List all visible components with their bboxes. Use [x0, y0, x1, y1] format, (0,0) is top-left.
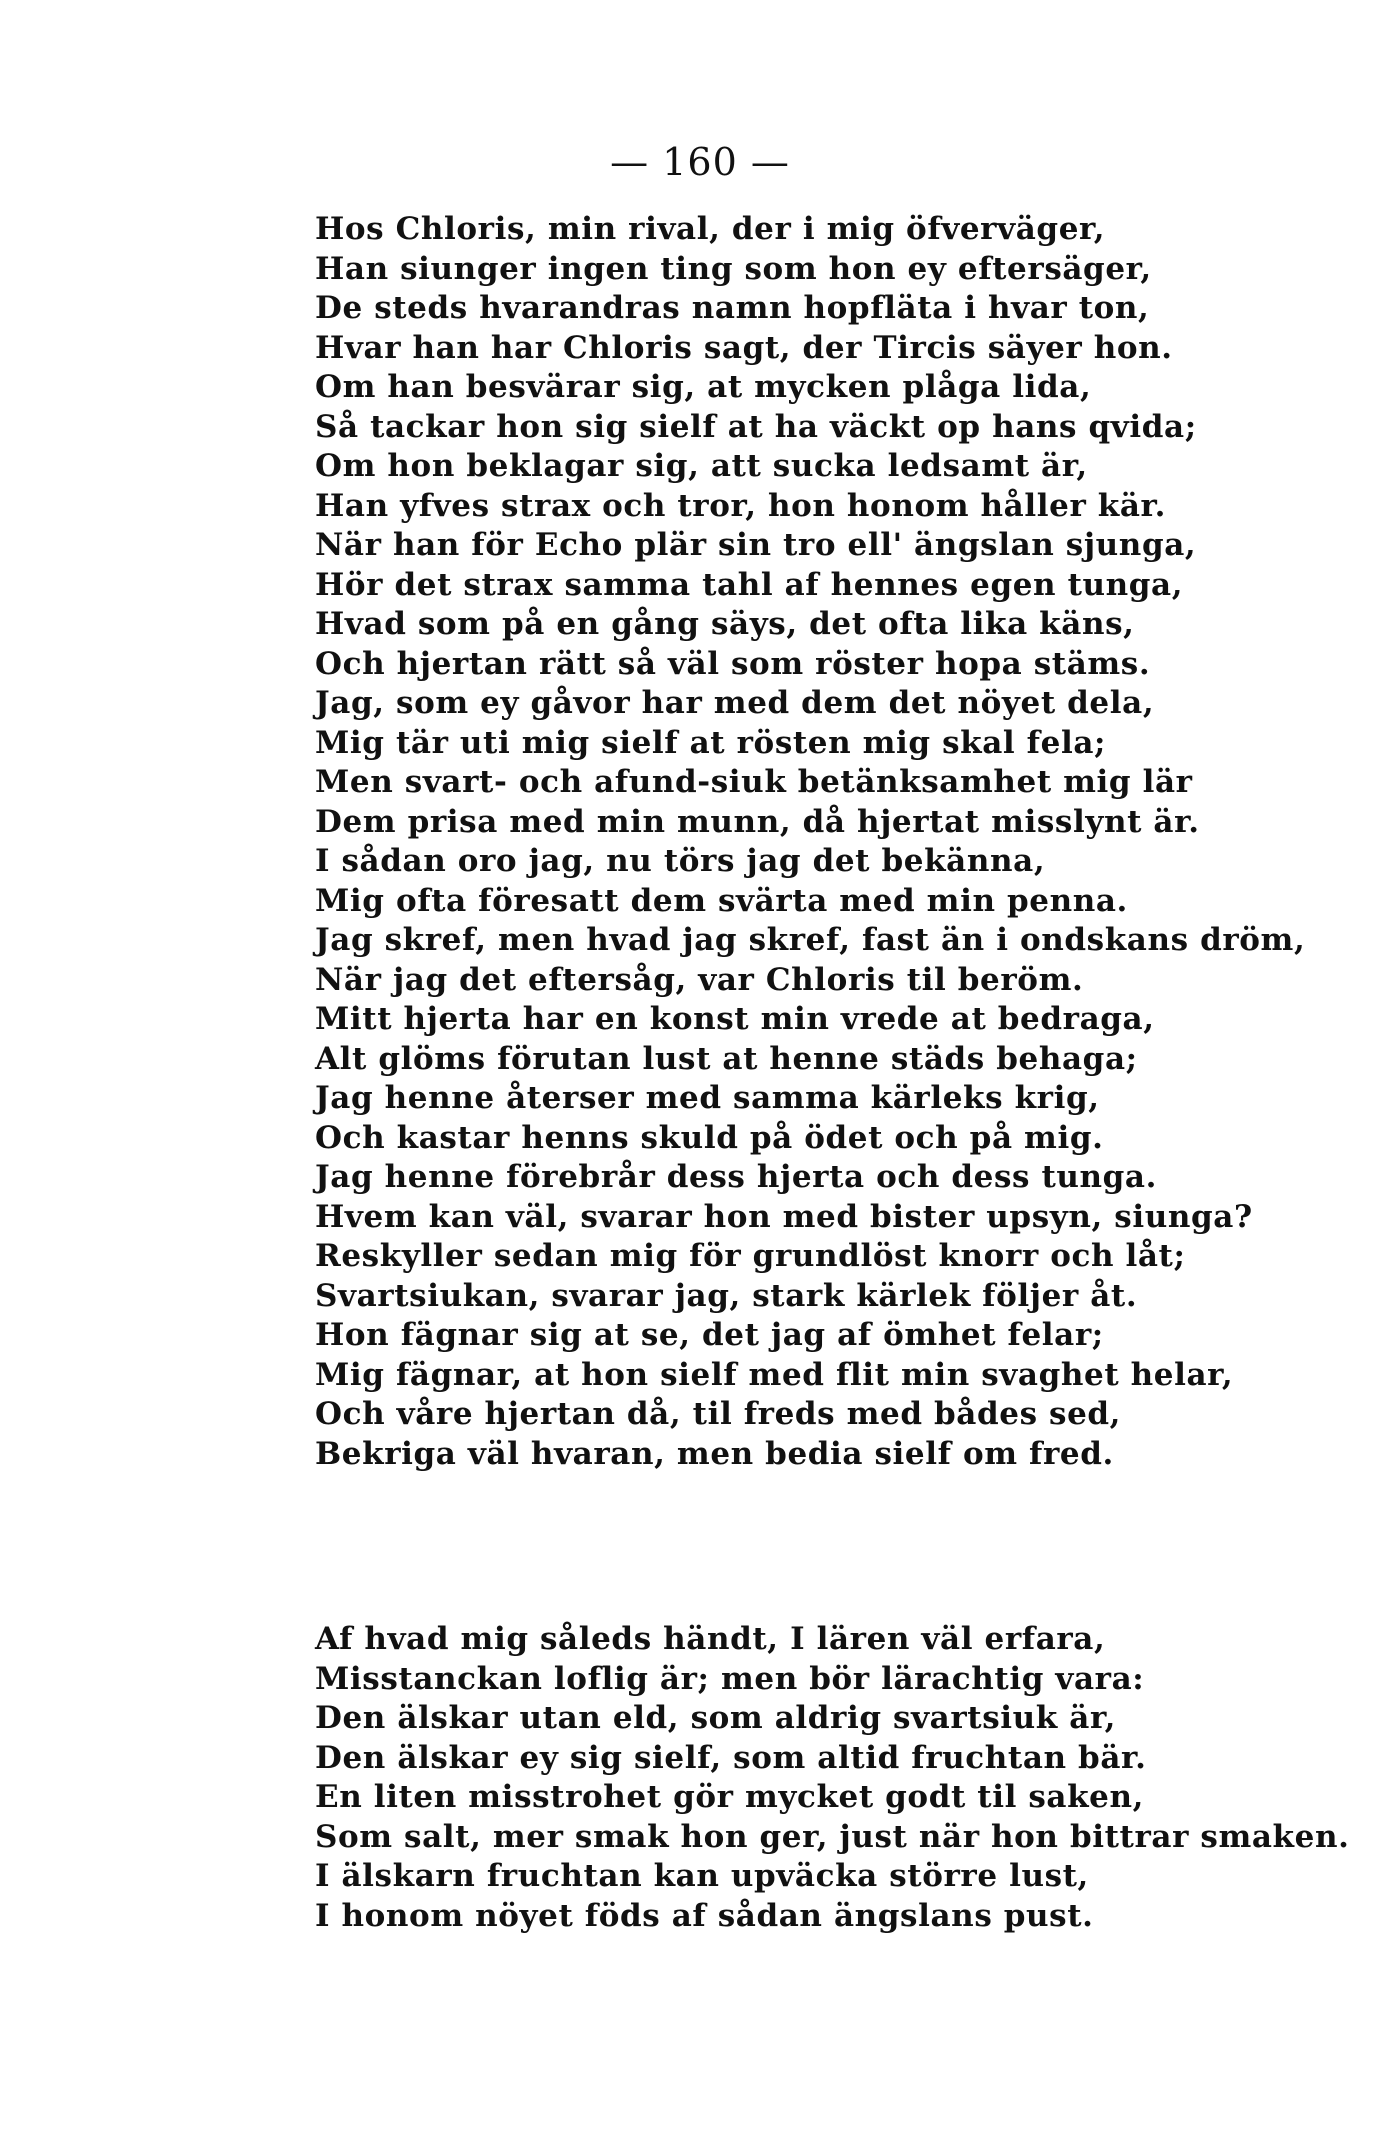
verse-line: Mig tär uti mig sielf at rösten mig skal fela; — [315, 724, 1107, 761]
verse-line: Bekriga väl hvaran, men bedia sielf om fred. — [315, 1435, 1114, 1472]
verse-line: Dem prisa med min munn, då hjertat misslynt är. — [315, 803, 1200, 840]
verse-line: Han yfves strax och tror, hon honom håller kär. — [315, 487, 1167, 524]
verse-line: När han för Echo plär sin tro ell' ängslan sjunga, — [315, 527, 1197, 563]
verse-line: Hvem kan väl, svarar hon med bister upsyn, siunga? — [315, 1198, 1253, 1235]
verse-line: I älskarn fruchtan kan upväcka större lust, — [315, 1858, 1089, 1894]
verse-line: Alt glöms förutan lust at henne städs behaga; — [315, 1040, 1138, 1077]
verse-line: Mitt hjerta har en konst min vrede at bedraga, — [315, 1001, 1155, 1037]
verse-line: Den älskar ey sig sielf, som altid fruchtan bär. — [315, 1739, 1147, 1776]
page-number: — 160 — — [610, 140, 790, 184]
verse-line: Hon fägnar sig at se, det jag af ömhet felar; — [315, 1317, 1104, 1353]
verse-line: De steds hvarandras namn hopfläta i hvar ton, — [315, 290, 1150, 326]
verse-line: Jag henne återser med samma kärleks krig, — [315, 1080, 1100, 1116]
verse-line: Och kastar henns skuld på ödet och på mig. — [315, 1119, 1104, 1156]
verse-line: Men svart- och afund-siuk betänksamhet mig lär — [315, 764, 1193, 800]
verse-line: Af hvad mig såleds händt, I lären väl erfara, — [315, 1621, 1106, 1657]
verse-line: Mig ofta föresatt dem svärta med min penna. — [315, 882, 1128, 919]
verse-line: Jag skref, men hvad jag skref, fast än i ondskans dröm, — [315, 922, 1306, 958]
verse-line: Och hjertan rätt så väl som röster hopa stäms. — [315, 645, 1151, 682]
verse-line: Som salt, mer smak hon ger, just när hon bittrar smaken. — [315, 1818, 1350, 1855]
verse-line: Hos Chloris, min rival, der i mig öfverväger, — [315, 211, 1106, 247]
verse-line: Hör det strax samma tahl af hennes egen tunga, — [315, 566, 1184, 603]
stanza-1 — [315, 210, 1315, 1474]
verse-line: Hvad som på en gång säys, det ofta lika käns, — [315, 606, 1135, 642]
verse-line: När jag det eftersåg, var Chloris til beröm. — [315, 961, 1084, 998]
verse-line: I sådan oro jag, nu törs jag det bekänna, — [315, 843, 1046, 879]
verse-line: Mig fägnar, at hon sielf med flit min svaghet helar, — [315, 1356, 1234, 1393]
verse-line: I honom nöyet föds af sådan ängslans pust. — [315, 1897, 1094, 1934]
verse-line: Jag, som ey gåvor har med dem det nöyet dela, — [315, 685, 1155, 721]
verse-line: Hvar han har Chloris sagt, der Tircis säyer hon. — [315, 329, 1173, 366]
verse-line: Om hon beklagar sig, att sucka ledsamt är, — [315, 448, 1088, 484]
verse-line: Jag henne förebrår dess hjerta och dess tunga. — [315, 1159, 1158, 1195]
verse-line: Den älskar utan eld, som aldrig svartsiuk är, — [315, 1700, 1117, 1736]
verse-line: Om han besvärar sig, at mycken plåga lida, — [315, 369, 1092, 405]
verse-line: Reskyller sedan mig för grundlöst knorr och låt; — [315, 1238, 1186, 1274]
verse-line: Och våre hjertan då, til freds med bådes sed, — [315, 1396, 1122, 1432]
stanza-2 — [315, 1620, 1350, 1936]
verse-line: Han siunger ingen ting som hon ey eftersäger, — [315, 250, 1152, 287]
verse-line: Svartsiukan, svarar jag, stark kärlek följer åt. — [315, 1277, 1138, 1314]
verse-line: En liten misstrohet gör mycket godt til saken, — [315, 1779, 1145, 1815]
verse-line: Så tackar hon sig sielf at ha väckt op hans qvida; — [315, 408, 1197, 445]
verse-line: Misstanckan loflig är; men bör lärachtig vara: — [315, 1660, 1145, 1697]
